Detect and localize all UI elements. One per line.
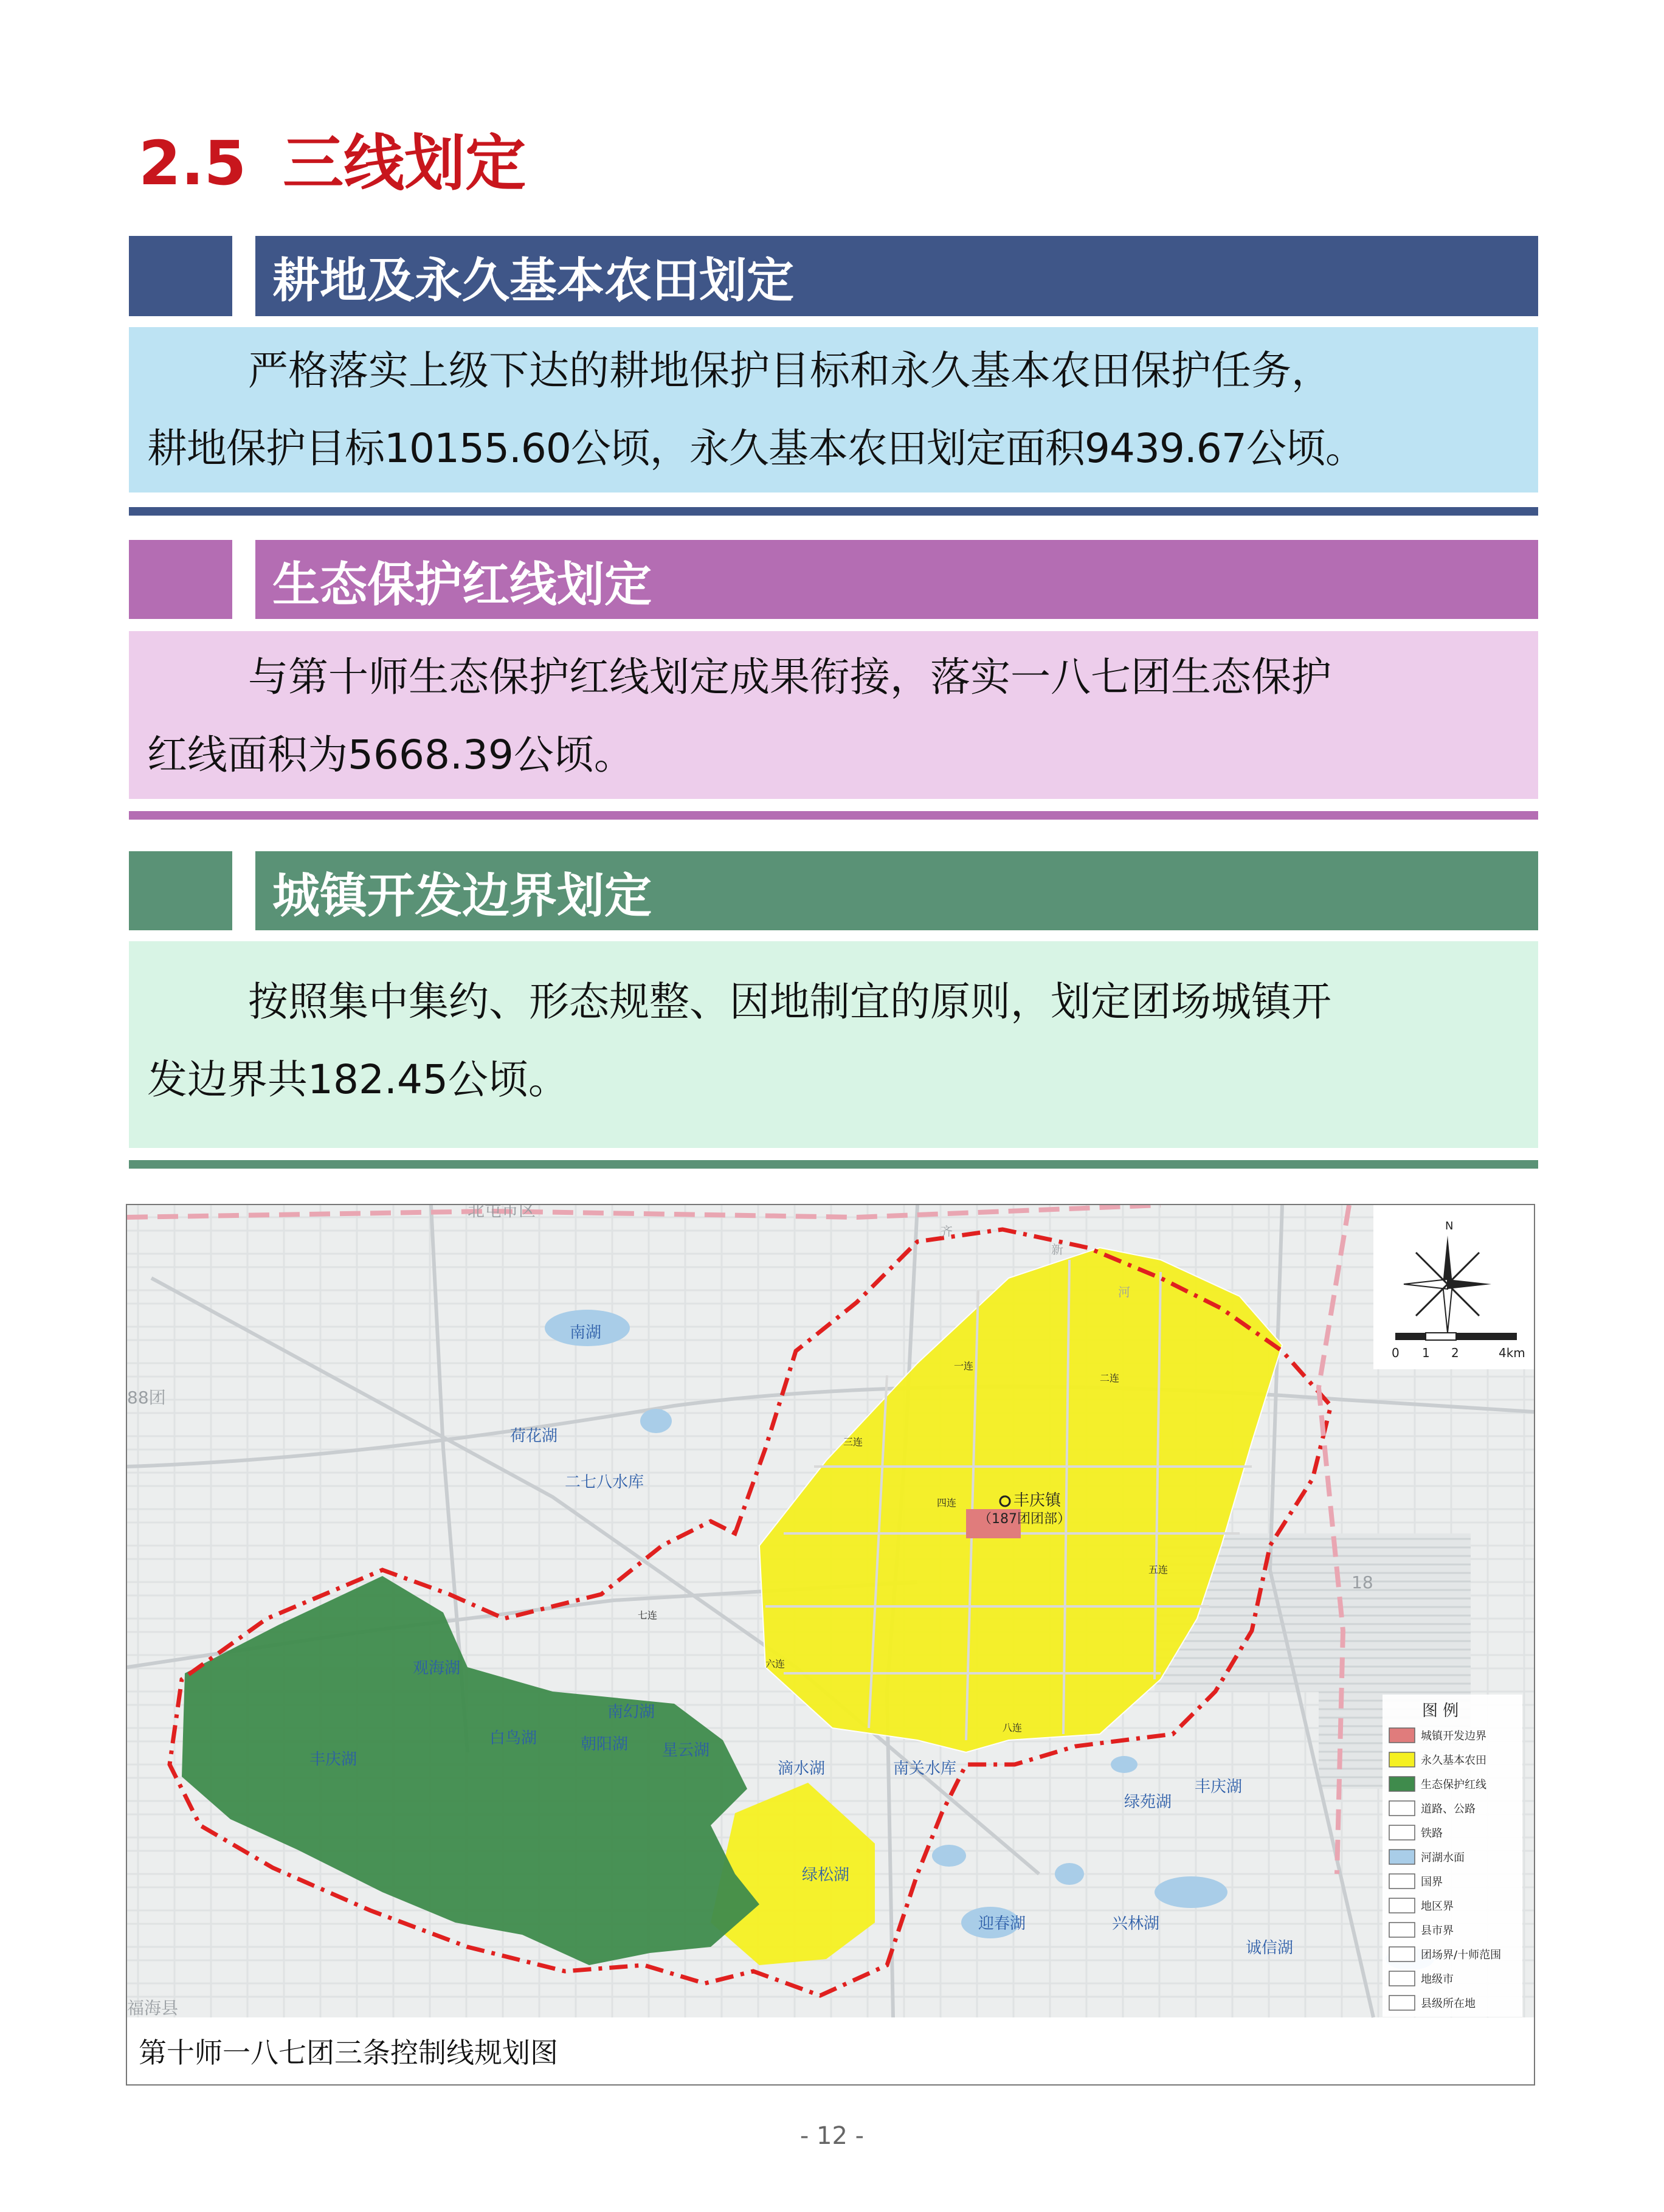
company-label: 二连 [1100, 1372, 1120, 1384]
legend-label: 团场界/十师范围 [1421, 1949, 1502, 1961]
edge-label: 88团 [127, 1388, 166, 1408]
block1-tab [129, 236, 232, 316]
block2-tab [129, 540, 232, 619]
lake-label: 绿松湖 [802, 1866, 850, 1884]
legend-swatch [1389, 1923, 1415, 1937]
planning-map [126, 1204, 1535, 2086]
town-name: 丰庆镇 [1013, 1491, 1062, 1510]
block2-line2: 红线面积为5668.39公顷。 [147, 731, 634, 778]
legend-label: 道路、公路 [1421, 1803, 1476, 1816]
scale-label: 2 [1451, 1346, 1459, 1360]
legend-swatch [1389, 1801, 1415, 1816]
legend-swatch [1389, 1728, 1415, 1743]
block3-line2: 发边界共182.45公顷。 [147, 1056, 568, 1103]
edge-label: 齐 [941, 1224, 953, 1239]
block2-body [129, 631, 1538, 799]
legend-swatch [1389, 1752, 1415, 1767]
block1-body [129, 327, 1538, 493]
block2-rule [129, 811, 1538, 820]
edge-label: 北屯市区 [468, 1205, 536, 1220]
legend-swatch [1389, 1874, 1415, 1889]
block2-heading: 生态保护红线划定 [255, 540, 1538, 619]
block1-rule [129, 507, 1538, 516]
lake-label: 迎春湖 [978, 1915, 1026, 1933]
town-note: （187团团部） [978, 1512, 1071, 1527]
legend-label: 县级所在地 [1421, 1997, 1476, 2010]
lake-label: 荷花湖 [510, 1427, 558, 1445]
legend-label: 河湖水面 [1421, 1851, 1465, 1864]
lake-label: 滴水湖 [778, 1760, 826, 1778]
legend-swatch [1389, 1825, 1415, 1840]
edge-label: 河 [1118, 1285, 1130, 1299]
company-label: 七连 [638, 1609, 658, 1621]
lake-label: 朝阳湖 [581, 1735, 629, 1754]
legend-label: 城镇开发边界 [1421, 1730, 1486, 1743]
company-label: 五连 [1148, 1564, 1169, 1575]
lake-label: 丰庆湖 [309, 1751, 357, 1769]
edge-label: 18 [1352, 1572, 1373, 1592]
block3-tab [129, 851, 232, 930]
legend-swatch [1389, 1898, 1415, 1913]
lake-label: 观海湖 [413, 1659, 461, 1678]
lake-label: 丰庆湖 [1195, 1778, 1243, 1796]
legend-label: 地区界 [1421, 1900, 1454, 1913]
legend-label: 永久基本农田 [1421, 1754, 1486, 1767]
company-label: 八连 [1003, 1722, 1023, 1733]
section-title-text: 三线划定 [283, 128, 526, 199]
section-number: 2.5 [139, 128, 247, 199]
legend-swatch [1389, 1777, 1415, 1791]
legend-label: 国界 [1421, 1876, 1443, 1889]
legend-swatch [1389, 1996, 1415, 2010]
legend-label: 生态保护红线 [1421, 1778, 1486, 1791]
lake-label: 绿苑湖 [1124, 1793, 1172, 1811]
edge-label: 新 [1051, 1242, 1063, 1257]
lake-label: 白鸟湖 [489, 1729, 537, 1747]
lake-label: 诚信湖 [1246, 1939, 1294, 1957]
block3-body [129, 941, 1538, 1148]
lake-label: 南湖 [570, 1324, 602, 1342]
lake-label: 兴林湖 [1112, 1915, 1160, 1933]
legend-swatch [1389, 1971, 1415, 1986]
legend-title: 图 例 [1422, 1702, 1459, 1720]
block3-line1: 按照集中集约、形态规整、因地制宜的原则，划定团场城镇开 [248, 978, 1331, 1025]
lake-label: 南幻湖 [607, 1703, 655, 1721]
scale-label: 0 [1392, 1346, 1400, 1360]
lake-label: 南关水库 [893, 1760, 957, 1778]
lake-label: 星云湖 [662, 1741, 710, 1760]
map-caption: 第十师一八七团三条控制线规划图 [139, 2036, 558, 2069]
lake-label: 二七八水库 [565, 1473, 644, 1491]
block1-line1: 严格落实上级下达的耕地保护目标和永久基本农田保护任务， [248, 347, 1331, 394]
company-label: 三连 [843, 1436, 863, 1448]
legend-label: 铁路 [1421, 1827, 1443, 1840]
block3-rule [129, 1160, 1538, 1169]
legend-label: 地级市 [1421, 1973, 1454, 1986]
map-legend [1383, 1695, 1522, 2017]
block1-heading: 耕地及永久基本农田划定 [255, 236, 1538, 316]
block2-line1: 与第十师生态保护红线划定成果衔接，落实一八七团生态保护 [248, 654, 1331, 700]
legend-label: 县市界 [1421, 1924, 1454, 1937]
north-label: N [1445, 1220, 1454, 1232]
legend-swatch [1389, 1850, 1415, 1864]
legend-swatch [1389, 1947, 1415, 1961]
scale-label: 4km [1499, 1346, 1525, 1360]
edge-label: 福海县 [127, 1998, 179, 2018]
company-label: 一连 [954, 1360, 974, 1372]
map-svg [127, 1205, 1534, 2084]
company-label: 四连 [937, 1497, 957, 1509]
scale-label: 1 [1422, 1346, 1430, 1360]
company-label: 六连 [765, 1658, 785, 1670]
block1-line2: 耕地保护目标10155.60公顷，永久基本农田划定面积9439.67公顷。 [147, 425, 1365, 472]
page-number: - 12 - [799, 2122, 865, 2150]
block3-heading: 城镇开发边界划定 [255, 851, 1538, 930]
section-title [139, 114, 526, 202]
